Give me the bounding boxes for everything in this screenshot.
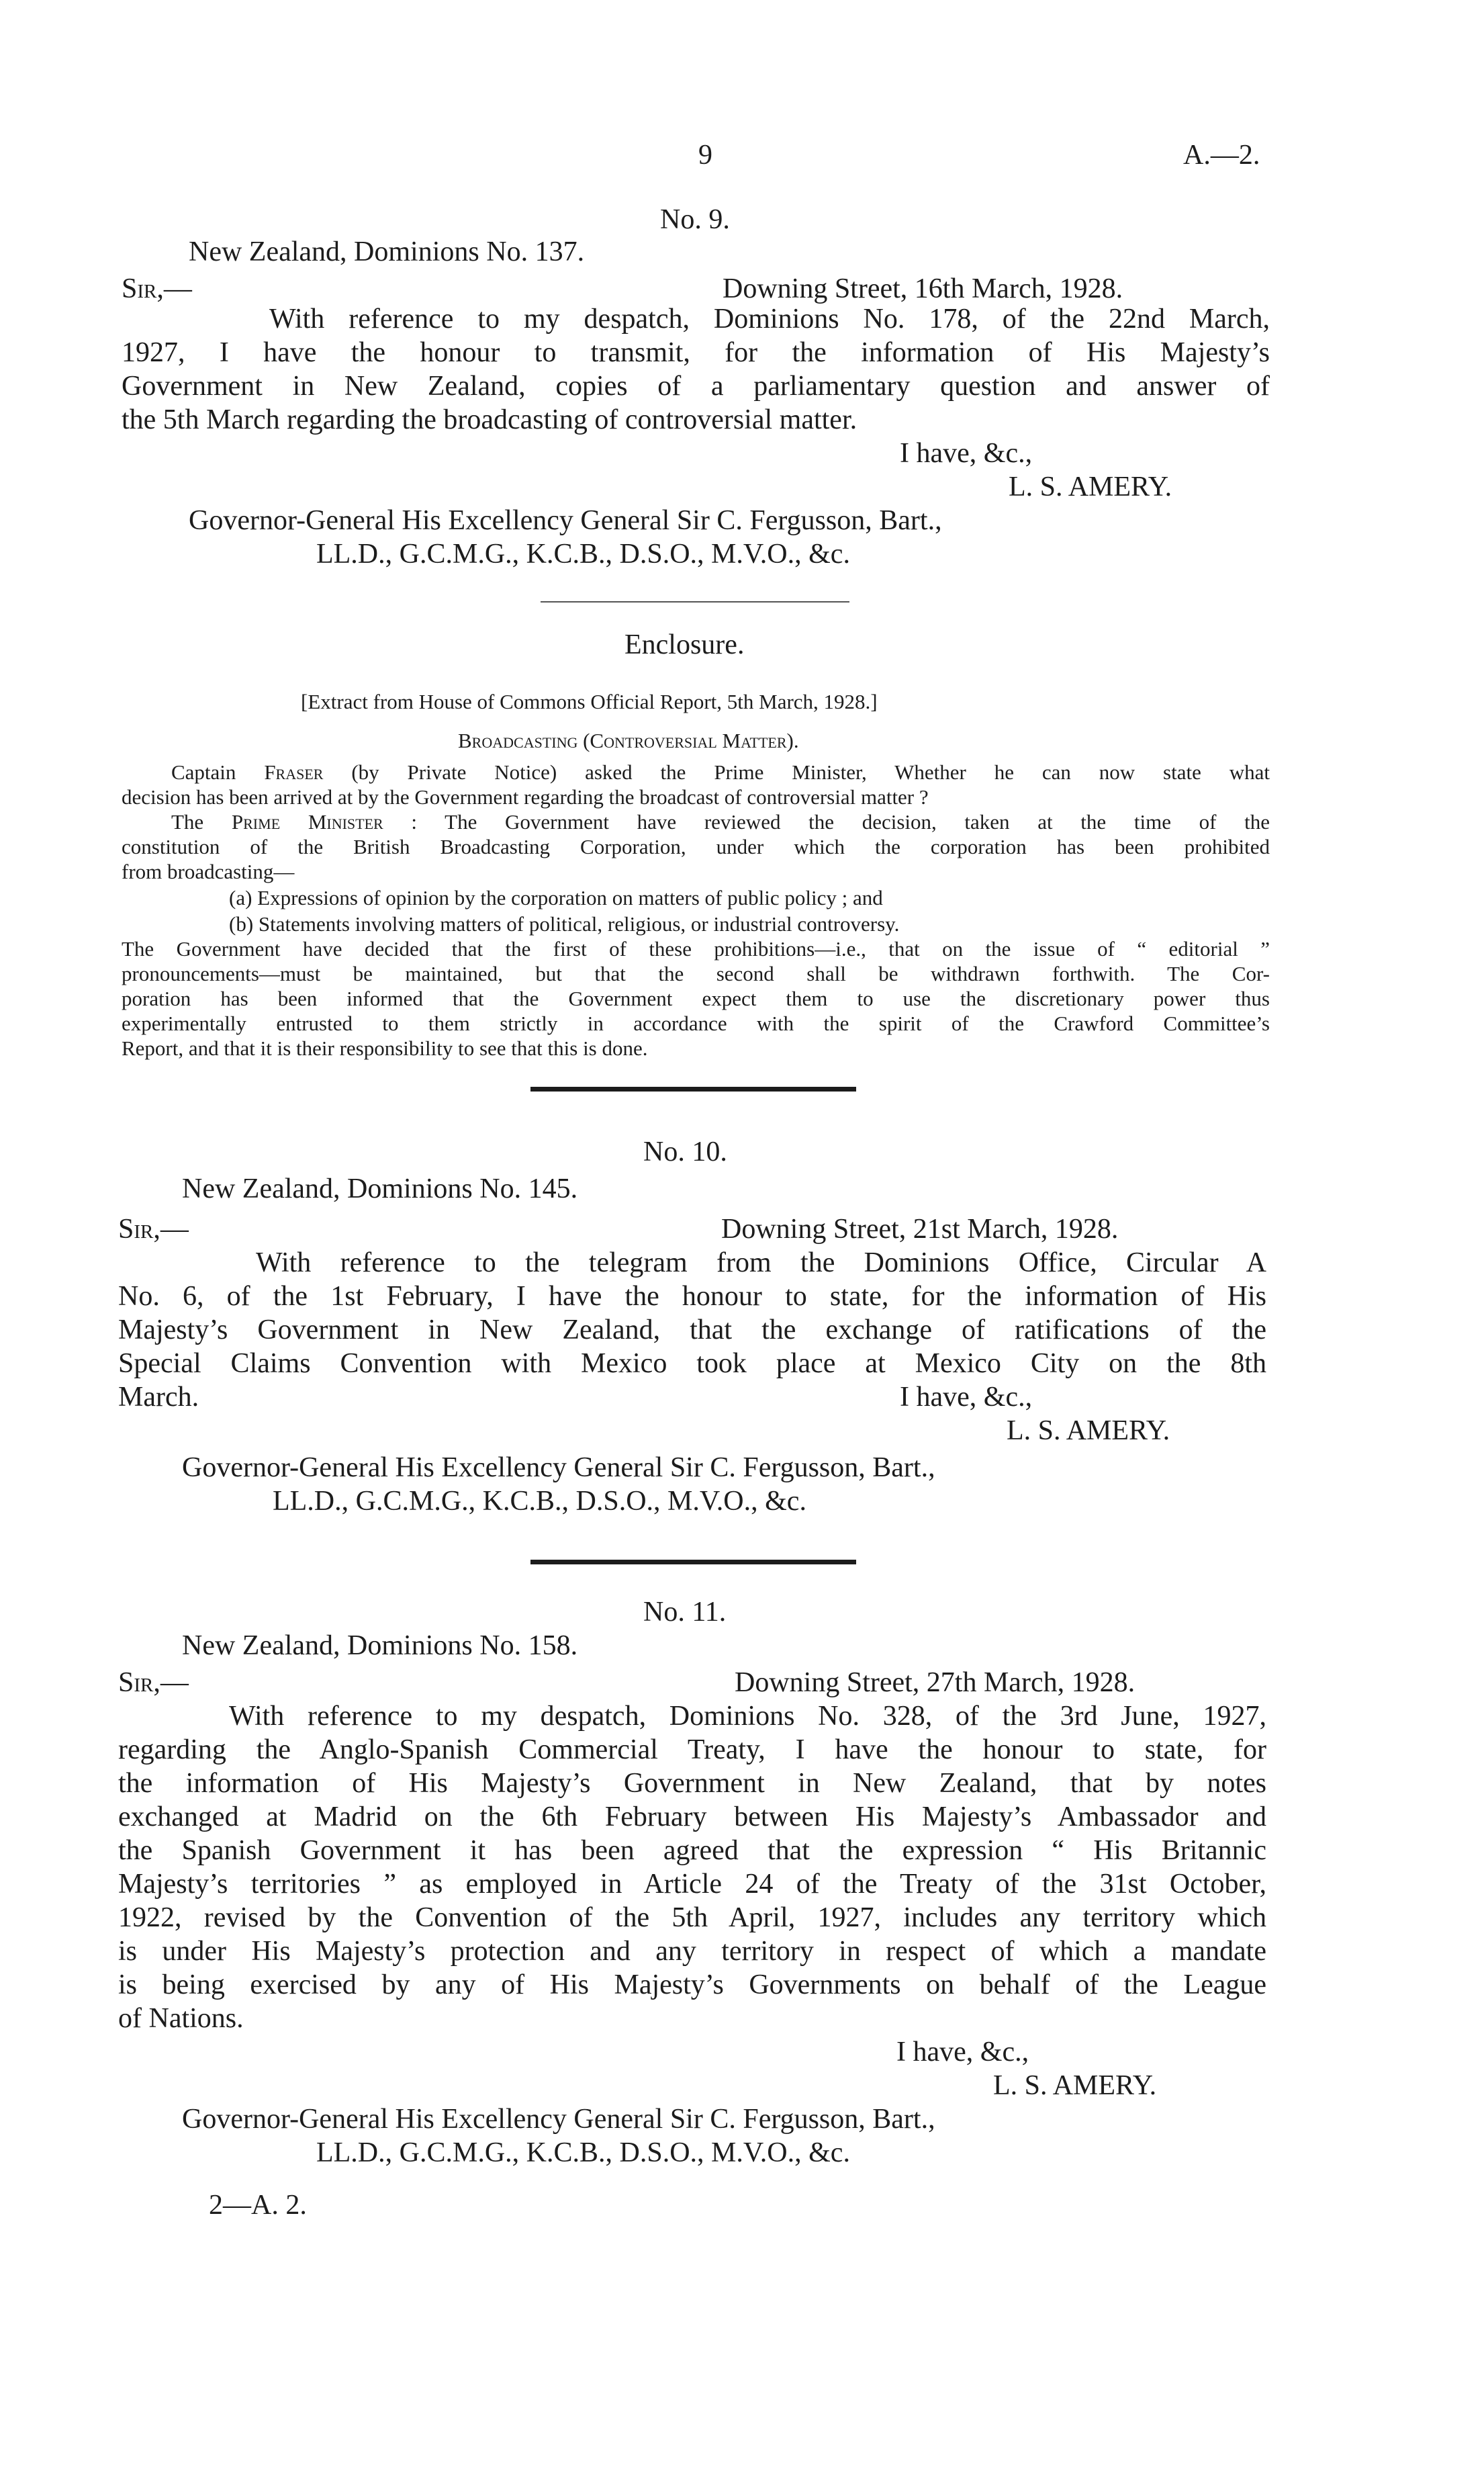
despatch-11-body-line: is being exercised by any of His Majesty’s Governments on behalf of the League	[118, 1969, 1266, 2000]
separator-thick	[530, 1560, 856, 1564]
despatch-9-addressee: Governor-General His Excellency General Sir C. Fergusson, Bart.,	[189, 505, 942, 536]
despatch-9-body-line: 1927, I have the honour to transmit, for the information of His Majesty’s	[122, 337, 1270, 368]
question-line	[171, 760, 1270, 785]
enclosure-source: [Extract from House of Commons Official Report, 5th March, 1928.]	[301, 690, 878, 713]
despatch-9-signature: L. S. AMERY.	[1009, 472, 1172, 502]
questioner-name: Fraser	[264, 760, 324, 784]
salutation-text: Sir,—	[122, 273, 192, 304]
answer-line: constitution of the British Broadcasting Corporation, under which the corporation has been prohibited	[122, 835, 1270, 858]
salutation-text: Sir,—	[118, 1667, 189, 1698]
despatch-11-body-line: the information of His Majesty’s Government in New Zealand, that by notes	[118, 1768, 1266, 1799]
despatch-10-body-line: No. 6, of the 1st February, I have the honour to state, for the information of His	[118, 1281, 1266, 1312]
enclosure-subject: Broadcasting (Controversial Matter).	[458, 729, 799, 752]
printer-signature-mark: 2—A. 2.	[209, 2190, 307, 2221]
despatch-11-body-line: is under His Majesty’s protection and any territory in respect of which a mandate	[118, 1936, 1266, 1967]
despatch-10-body-line: Majesty’s Government in New Zealand, that the exchange of ratifications of the	[118, 1315, 1266, 1345]
conclusion-line: poration has been informed that the Government expect them to use the discretionary power thus	[122, 987, 1270, 1010]
despatch-10-addressee: Governor-General His Excellency General Sir C. Fergusson, Bart.,	[182, 1452, 935, 1483]
despatch-10-dominions-ref: New Zealand, Dominions No. 145.	[182, 1173, 578, 1204]
conclusion-line: The Government have decided that the first of these prohibitions—i.e., that on the issue of “ editorial ”	[122, 937, 1270, 961]
despatch-10-salutation	[118, 1212, 189, 1246]
despatch-11-body-line: Majesty’s territories ” as employed in Article 24 of the Treaty of the 31st October,	[118, 1869, 1266, 1900]
conclusion-line: pronouncements—must be maintained, but that the second shall be withdrawn forthwith. The Cor-	[122, 962, 1270, 985]
despatch-9-body-line: the 5th March regarding the broadcasting of controversial matter.	[122, 404, 857, 435]
despatch-10-closing: I have, &c.,	[900, 1382, 1033, 1413]
despatch-9-salutation	[122, 272, 192, 306]
question-prefix: Captain	[171, 760, 265, 784]
separator-short	[541, 601, 849, 603]
despatch-11-signature: L. S. AMERY.	[993, 2070, 1157, 2101]
enclosure-item: (b) Statements involving matters of political, religious, or industrial controversy.	[229, 912, 900, 936]
question-line: decision has been arrived at by the Government regarding the broadcast of controversial matter ?	[122, 785, 929, 809]
despatch-10-body-line: March.	[118, 1382, 199, 1413]
despatch-10-signature: L. S. AMERY.	[1007, 1415, 1170, 1446]
despatch-11-addressee: LL.D., G.C.M.G., K.C.B., D.S.O., M.V.O., &c.	[316, 2137, 850, 2168]
despatch-10-body-line: With reference to the telegram from the Dominions Office, Circular A	[256, 1247, 1266, 1278]
answerer-name: Prime Minister	[231, 810, 383, 834]
answer-text: : The Government have reviewed the decision, taken at the time of the	[383, 810, 1270, 834]
enclosure-heading: Enclosure.	[624, 629, 745, 660]
despatch-11-body-line: regarding the Anglo-Spanish Commercial Treaty, I have the honour to state, for	[118, 1734, 1266, 1765]
despatch-11-heading: No. 11.	[643, 1597, 727, 1628]
answer-line	[171, 809, 1270, 834]
page-reference: A.—2.	[1183, 140, 1260, 171]
despatch-11-place-date: Downing Street, 27th March, 1928.	[735, 1667, 1135, 1698]
separator-thick	[530, 1087, 856, 1092]
despatch-9-place-date: Downing Street, 16th March, 1928.	[723, 273, 1123, 304]
despatch-11-dominions-ref: New Zealand, Dominions No. 158.	[182, 1630, 578, 1661]
despatch-11-body-line: of Nations.	[118, 2003, 244, 2034]
page-number: 9	[698, 140, 712, 171]
despatch-10-heading: No. 10.	[643, 1137, 727, 1167]
despatch-9-closing: I have, &c.,	[900, 438, 1033, 469]
enclosure-item: (a) Expressions of opinion by the corporation on matters of public policy ; and	[229, 886, 883, 909]
despatch-9-dominions-ref: New Zealand, Dominions No. 137.	[189, 236, 585, 267]
despatch-11-salutation	[118, 1666, 189, 1699]
answer-line: from broadcasting—	[122, 860, 295, 883]
despatch-11-body-line: the Spanish Government it has been agreed that the expression “ His Britannic	[118, 1835, 1266, 1866]
despatch-11-body-line: 1922, revised by the Convention of the 5th April, 1927, includes any territory which	[118, 1902, 1266, 1933]
despatch-11-addressee: Governor-General His Excellency General Sir C. Fergusson, Bart.,	[182, 2104, 935, 2135]
despatch-11-body-line: exchanged at Madrid on the 6th February between His Majesty’s Ambassador and	[118, 1801, 1266, 1832]
despatch-11-body-line: With reference to my despatch, Dominions No. 328, of the 3rd June, 1927,	[229, 1701, 1266, 1732]
despatch-9-heading: No. 9.	[660, 204, 730, 235]
despatch-10-body-line: Special Claims Convention with Mexico took place at Mexico City on the 8th	[118, 1348, 1266, 1379]
despatch-11-closing: I have, &c.,	[896, 2037, 1029, 2067]
despatch-9-body-line: With reference to my despatch, Dominions No. 178, of the 22nd March,	[269, 304, 1270, 335]
question-text: (by Private Notice) asked the Prime Minister, Whether he can now state what	[323, 760, 1270, 784]
despatch-10-addressee: LL.D., G.C.M.G., K.C.B., D.S.O., M.V.O., &c.	[273, 1486, 806, 1517]
conclusion-line: experimentally entrusted to them strictly in accordance with the spirit of the Crawford Committee’s	[122, 1012, 1270, 1035]
despatch-9-body-line: Government in New Zealand, copies of a parliamentary question and answer of	[122, 371, 1270, 402]
conclusion-line: Report, and that it is their responsibility to see that this is done.	[122, 1036, 648, 1060]
salutation-text: Sir,—	[118, 1214, 189, 1245]
despatch-10-place-date: Downing Street, 21st March, 1928.	[721, 1214, 1119, 1245]
answer-prefix: The	[171, 810, 232, 834]
despatch-9-addressee: LL.D., G.C.M.G., K.C.B., D.S.O., M.V.O., &c.	[316, 539, 850, 570]
